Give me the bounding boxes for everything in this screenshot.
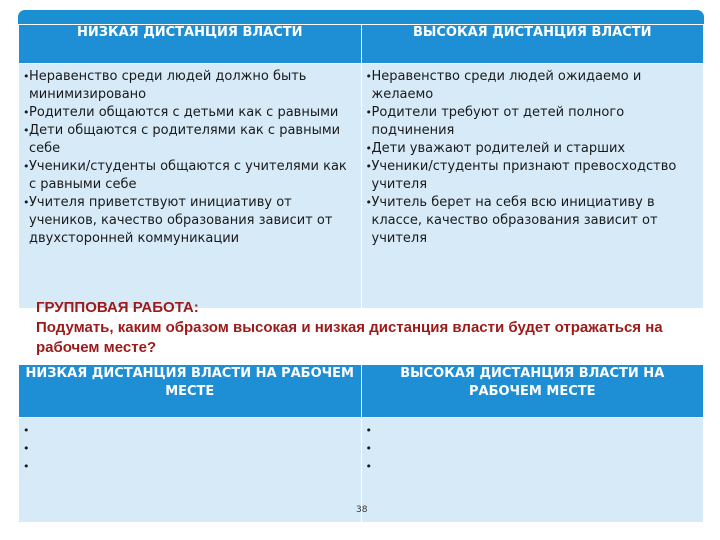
list-item: • Ученики/студенты общаются с учителями как с равными себе bbox=[23, 158, 357, 194]
list-item: • Дети общаются с родителями как с равными себе bbox=[23, 122, 357, 158]
header-low-workplace: НИЗКАЯ ДИСТАНЦИЯ ВЛАСТИ НА РАБОЧЕМ МЕСТЕ bbox=[19, 365, 362, 418]
table-header-row bbox=[19, 25, 704, 64]
empty-bullet-list bbox=[23, 422, 357, 476]
slide-top-bar bbox=[18, 10, 704, 24]
header-high-distance: ВЫСОКАЯ ДИСТАНЦИЯ ВЛАСТИ bbox=[361, 25, 704, 64]
low-distance-cell bbox=[19, 64, 362, 309]
high-distance-list bbox=[366, 68, 700, 248]
table-row bbox=[19, 64, 704, 309]
empty-bullet bbox=[366, 422, 700, 440]
group-work-section bbox=[36, 298, 696, 358]
empty-bullet bbox=[366, 458, 700, 476]
empty-bullet bbox=[23, 440, 357, 458]
list-item: • Неравенство среди людей ожидаемо и желаемо bbox=[366, 68, 700, 104]
list-item: • Дети уважают родителей и старших bbox=[366, 140, 700, 158]
empty-bullet bbox=[23, 458, 357, 476]
list-item: • Неравенство среди людей должно быть минимизировано bbox=[23, 68, 357, 104]
list-item: • Родители общаются с детьми как с равными bbox=[23, 104, 357, 122]
group-work-question: Подумать, каким образом высокая и низкая дистанция власти будет отражаться на рабочем месте? bbox=[36, 319, 663, 356]
table-header-row bbox=[19, 365, 704, 418]
header-low-distance: НИЗКАЯ ДИСТАНЦИЯ ВЛАСТИ bbox=[19, 25, 362, 64]
list-item: • Ученики/студенты признают превосходство учителя bbox=[366, 158, 700, 194]
empty-bullet bbox=[23, 422, 357, 440]
low-workplace-cell bbox=[19, 418, 362, 523]
page-number: 38 bbox=[356, 505, 368, 515]
low-distance-list bbox=[23, 68, 357, 248]
workplace-table bbox=[18, 364, 704, 523]
empty-bullet bbox=[366, 440, 700, 458]
group-work-title: ГРУППОВАЯ РАБОТА: bbox=[36, 299, 199, 316]
empty-bullet-list bbox=[366, 422, 700, 476]
header-high-workplace: ВЫСОКАЯ ДИСТАНЦИЯ ВЛАСТИ НА РАБОЧЕМ МЕСТЕ bbox=[361, 365, 704, 418]
power-distance-table bbox=[18, 24, 704, 309]
list-item: • Родители требуют от детей полного подчинения bbox=[366, 104, 700, 140]
high-workplace-cell bbox=[361, 418, 704, 523]
high-distance-cell bbox=[361, 64, 704, 309]
list-item: • Учителя приветствуют инициативу от учеников, качество образования зависит от двухсторонней коммуникации bbox=[23, 194, 357, 248]
list-item: • Учитель берет на себя всю инициативу в классе, качество образования зависит от учителя bbox=[366, 194, 700, 248]
